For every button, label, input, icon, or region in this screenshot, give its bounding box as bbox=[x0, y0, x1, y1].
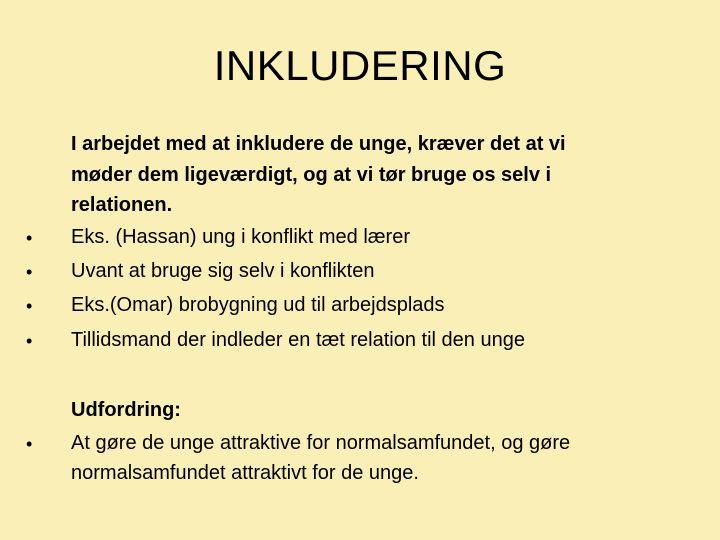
intro-line: møder dem ligeværdigt, og at vi tør bruge os selv i bbox=[71, 164, 552, 186]
bullet-icon: • bbox=[26, 262, 33, 282]
list-item-text: Eks.(Omar) brobygning ud til arbejdsplads bbox=[71, 294, 445, 316]
challenge-line: At gøre de unge attraktive for normalsamfundet, og gøre bbox=[71, 432, 571, 454]
list-item-text: Eks. (Hassan) ung i konflikt med lærer bbox=[71, 226, 411, 248]
challenge-line: normalsamfundet attraktivt for de unge. bbox=[71, 462, 419, 484]
list-item-text: Uvant at bruge sig selv i konflikten bbox=[71, 260, 375, 282]
bullet-icon: • bbox=[26, 434, 33, 454]
intro-line: relationen. bbox=[71, 194, 173, 216]
bullet-icon: • bbox=[26, 296, 33, 316]
intro-line: I arbejdet med at inkludere de unge, kræver det at vi bbox=[71, 133, 566, 155]
bullet-icon: • bbox=[26, 228, 33, 248]
slide-title: INKLUDERING bbox=[213, 42, 507, 89]
list-item-text: Tillidsmand der indleder en tæt relation til den unge bbox=[71, 329, 525, 351]
bullet-icon: • bbox=[26, 331, 33, 351]
challenge-heading: Udfordring: bbox=[71, 399, 181, 421]
